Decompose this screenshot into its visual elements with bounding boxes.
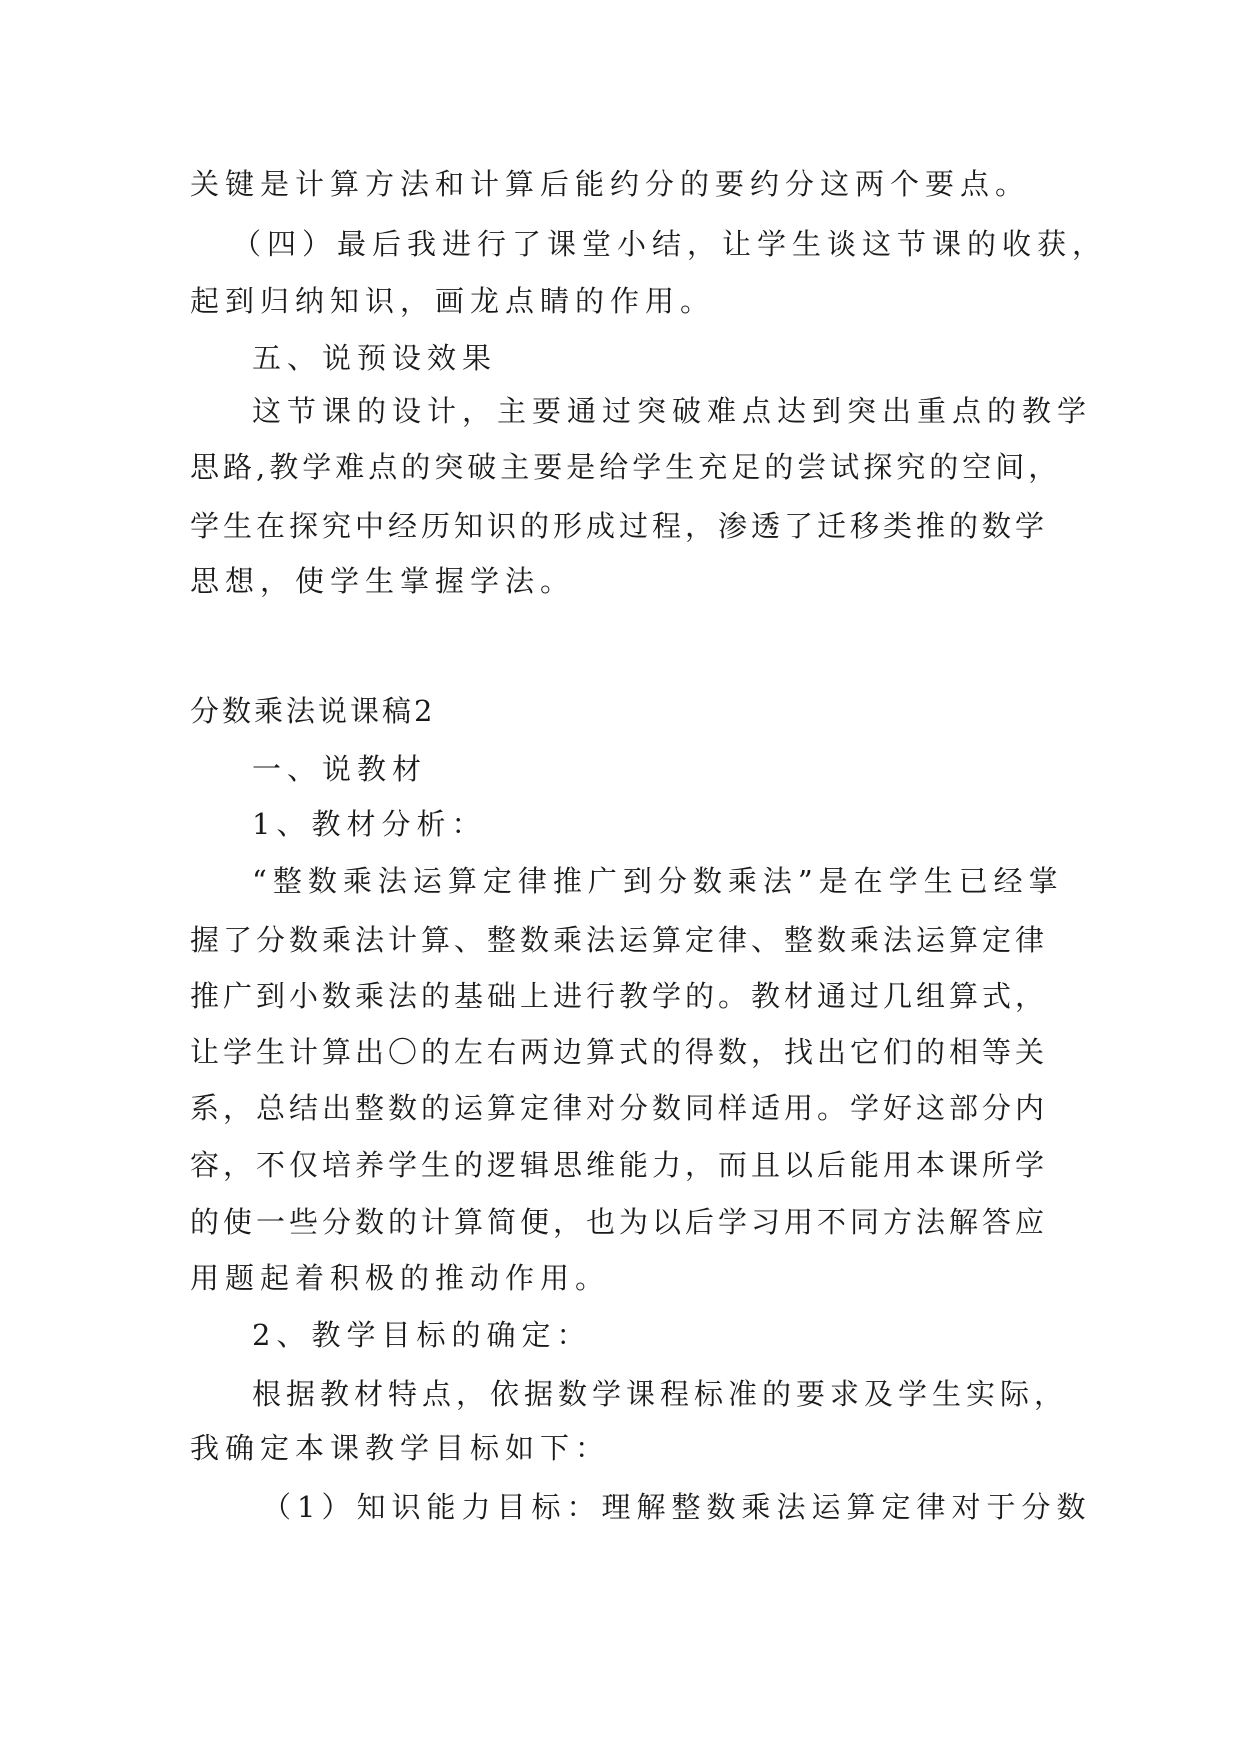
section-heading: 一、说教材	[252, 752, 428, 786]
paragraph-line: 的使一些分数的计算简便，也为以后学习用不同方法解答应	[190, 1205, 1049, 1239]
paragraph-line: 根据教材特点，依据数学课程标准的要求及学生实际，	[252, 1377, 1069, 1411]
paragraph-line: 握了分数乘法计算、整数乘法运算定律、整数乘法运算定律	[190, 923, 1049, 957]
paragraph-line: 容，不仅培养学生的逻辑思维能力，而且以后能用本课所学	[190, 1148, 1049, 1182]
paragraph-line: 我确定本课教学目标如下：	[190, 1431, 611, 1465]
paragraph-line: 起到归纳知识，画龙点睛的作用。	[190, 284, 716, 318]
paragraph-line: （四）最后我进行了课堂小结，让学生谈这节课的收获，	[232, 227, 1108, 261]
paragraph-line: （1）知识能力目标：理解整数乘法运算定律对于分数	[262, 1490, 1092, 1524]
paragraph-line: 学生在探究中经历知识的形成过程，渗透了迁移类推的数学	[190, 509, 1049, 543]
paragraph-line: 这节课的设计，主要通过突破难点达到突出重点的教学	[252, 394, 1093, 428]
paragraph-line: 思想，使学生掌握学法。	[190, 564, 576, 598]
subsection-heading: 2、教学目标的确定：	[252, 1318, 592, 1352]
section-heading: 五、说预设效果	[252, 341, 498, 375]
paragraph-line: 思路,教学难点的突破主要是给学生充足的尝试探究的空间，	[190, 450, 1062, 484]
document-title: 分数乘法说课稿2	[190, 694, 436, 728]
subsection-heading: 1、教材分析：	[252, 807, 487, 841]
paragraph-line: 系，总结出整数的运算定律对分数同样适用。学好这部分内	[190, 1091, 1049, 1125]
paragraph-line: 让学生计算出〇的左右两边算式的得数，找出它们的相等关	[190, 1035, 1049, 1069]
paragraph-line: 关键是计算方法和计算后能约分的要约分这两个要点。	[190, 167, 1031, 201]
paragraph-line: “整数乘法运算定律推广到分数乘法”是在学生已经掌	[252, 864, 1064, 898]
paragraph-line: 用题起着积极的推动作用。	[190, 1261, 611, 1295]
paragraph-line: 推广到小数乘法的基础上进行教学的。教材通过几组算式，	[190, 979, 1049, 1013]
